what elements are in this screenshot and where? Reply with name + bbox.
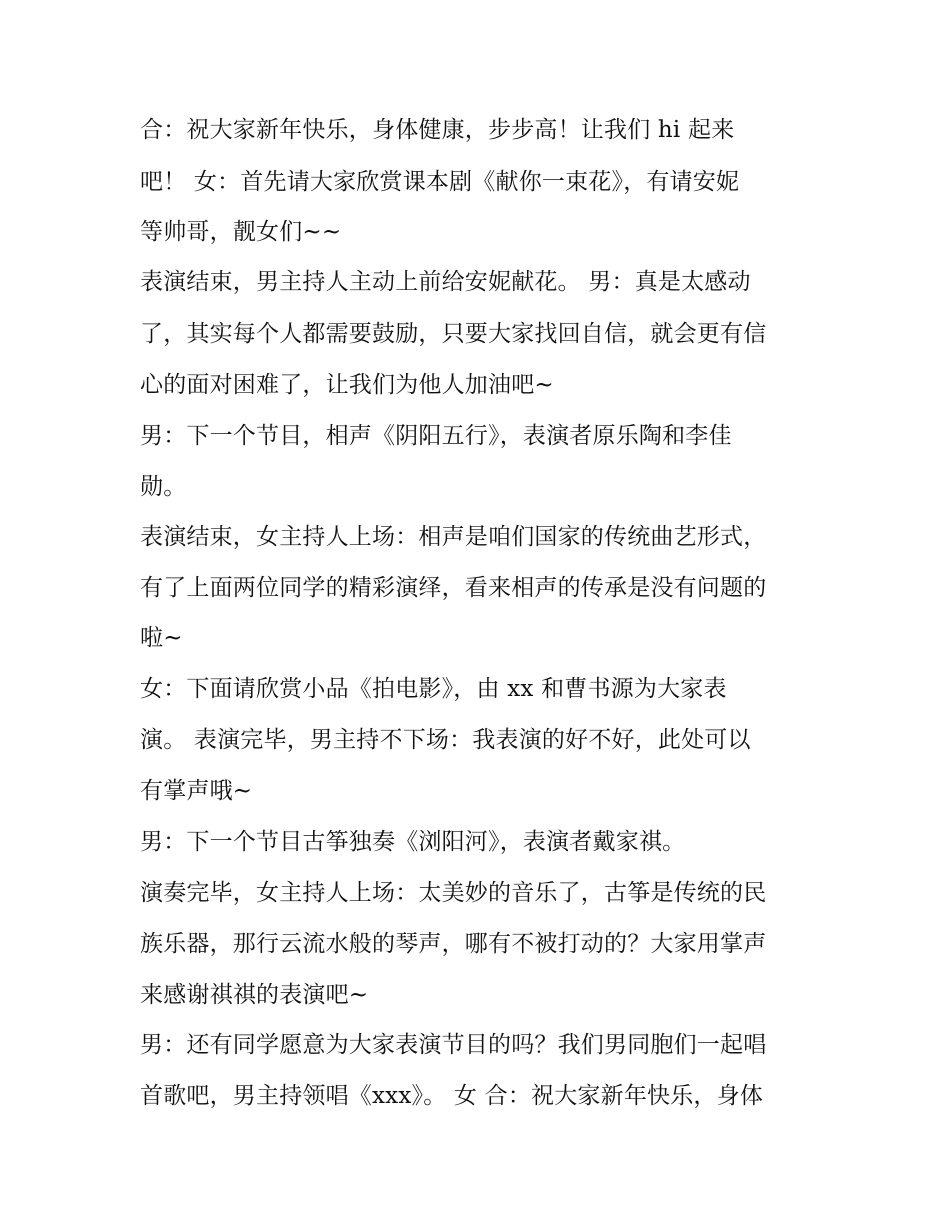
text-line: 族乐器，那行云流水般的琴声，哪有不被打动的？大家用掌声 [140, 931, 767, 957]
text-line: 吧！ 女：首先请大家欣赏课本剧《献你一束花》，有请安妮 [140, 169, 740, 195]
text-line: 男：还有同学愿意为大家表演节目的吗？我们男同胞们一起唱 [140, 1032, 767, 1058]
text-line: 男：下一个节目古筝独奏《浏阳河》，表演者戴家祺。 [140, 829, 686, 855]
text-line: 演奏完毕，女主持人上场：太美妙的音乐了，古筝是传统的民 [140, 880, 767, 906]
text-line: 等帅哥，靓女们~~ [140, 219, 342, 245]
text-line: 有了上面两位同学的精彩演绎，看来相声的传承是没有问题的 [140, 575, 767, 601]
text-line: 表演结束，女主持人上场：相声是咱们国家的传统曲艺形式， [140, 524, 767, 550]
text-line: 演。 表演完毕，男主持不下场：我表演的好不好，此处可以 [140, 727, 751, 753]
text-line: 心的面对困难了，让我们为他人加油吧~ [140, 372, 554, 398]
text-line: 有掌声哦~ [140, 778, 253, 804]
text-line: 表演结束，男主持人主动上前给安妮献花。 男：真是太感动 [140, 269, 751, 295]
text-line: 男：下一个节目，相声《阴阳五行》，表演者原乐陶和李佳 [140, 423, 732, 449]
text-line: 来感谢祺祺的表演吧~ [140, 982, 369, 1008]
text-line: 合：祝大家新年快乐，身体健康，步步高！让我们 hi 起来 [140, 117, 735, 143]
text-line: 啦~ [140, 625, 183, 651]
text-line: 女：下面请欣赏小品《拍电影》，由 xx 和曹书源为大家表 [140, 676, 727, 702]
text-line: 首歌吧，男主持领唱《xxx》。 女 合：祝大家新年快乐，身体 [140, 1083, 764, 1109]
text-line: 勋。 [140, 474, 187, 500]
text-line: 了，其实每个人都需要鼓励，只要大家找回自信，就会更有信 [140, 321, 767, 347]
